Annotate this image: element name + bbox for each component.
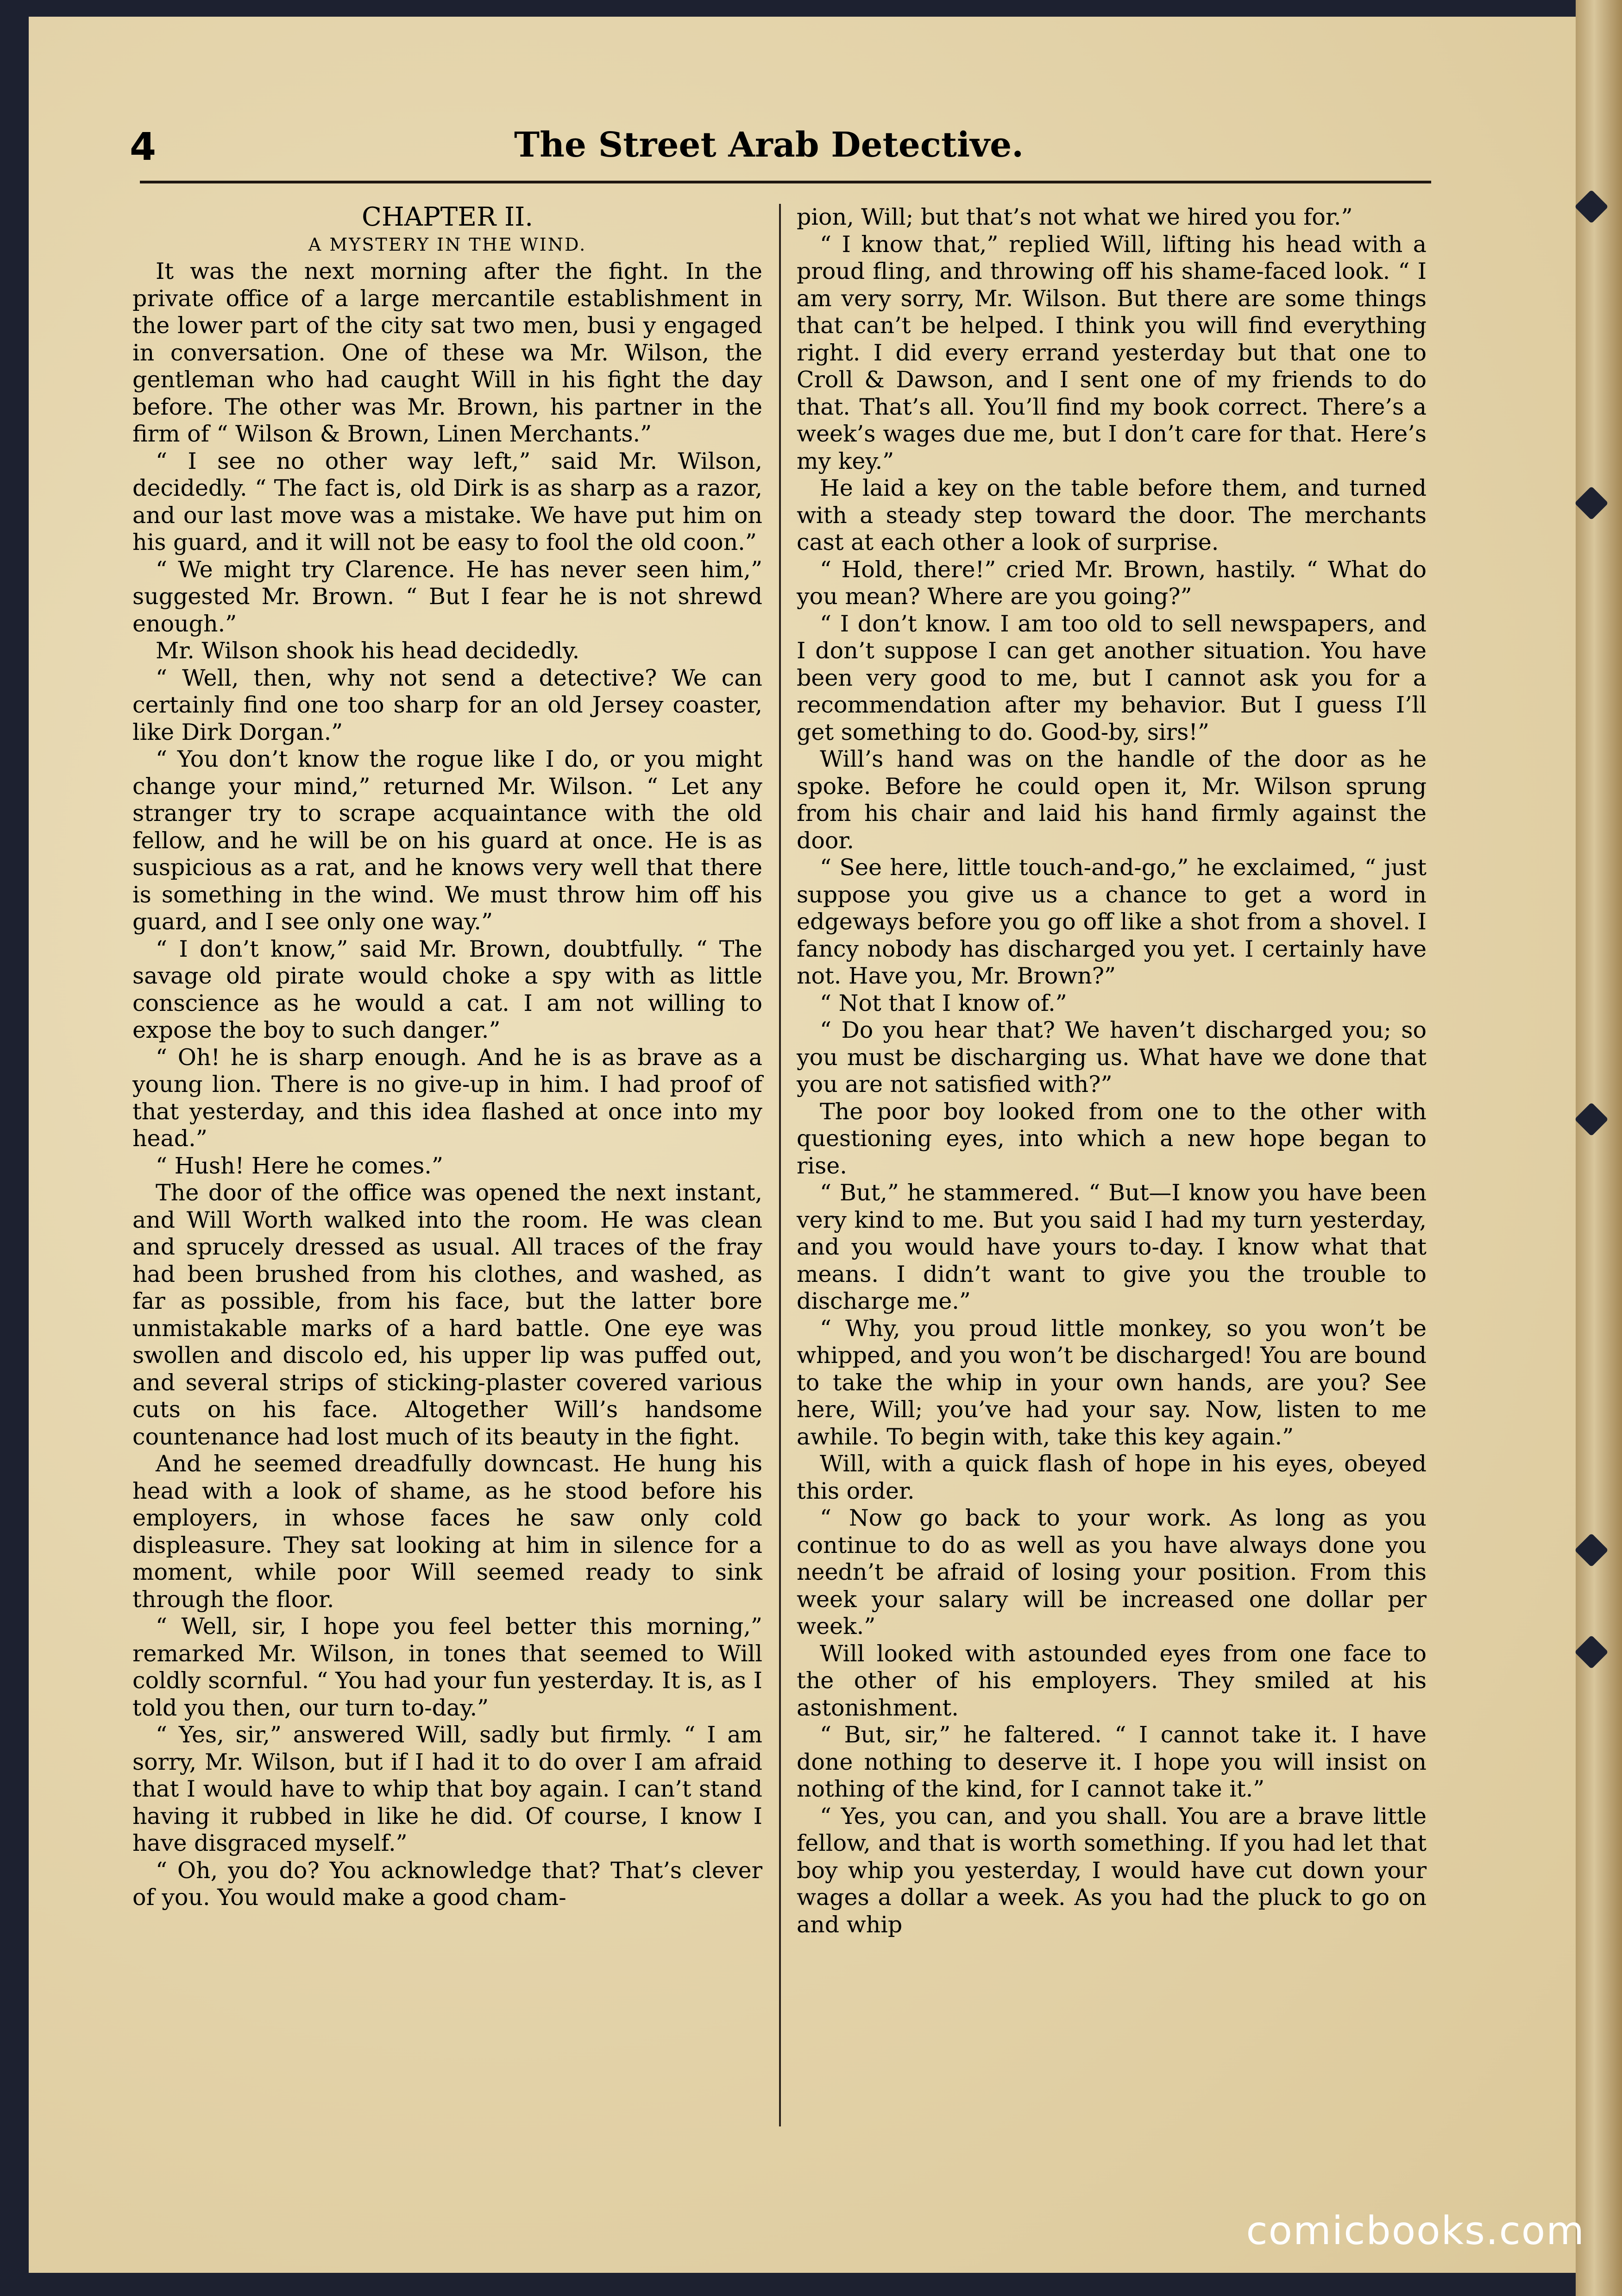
running-title: The Street Arab Detective. bbox=[514, 125, 1024, 165]
paragraph: And he seemed dreadfully downcast. He hung his head with a look of shame, as he stood before his employers, in whose faces he saw only cold displeasure. They sat looking at him in silence for a moment, while poor Will seemed ready to sink through the floor. bbox=[132, 1451, 762, 1613]
column-divider bbox=[779, 204, 781, 2126]
paragraph: “ Do you hear that? We haven’t discharged you; so you must be discharging us. What have we done that you are not satisfied with?” bbox=[797, 1017, 1427, 1098]
paragraph: “ You don’t know the rogue like I do, or you might change your mind,” returned Mr. Wilson. “ Let any stranger try to scrape acquaintance with the old fellow, and he will be on his guard at once. He is as suspicious as a rat, and he knows very well that there is something in the wind. We must throw him off his guard, and I see only one way.” bbox=[132, 746, 762, 935]
paragraph: Will looked with astounded eyes from one face to the other of his employers. They smiled at his astonishment. bbox=[797, 1640, 1427, 1721]
binding-hole bbox=[1574, 486, 1609, 520]
binding-hole bbox=[1574, 1533, 1609, 1567]
paragraph: Mr. Wilson shook his head decidedly. bbox=[156, 637, 580, 664]
paragraph: “ Well, sir, I hope you feel better this morning,” remarked Mr. Wilson, in tones that seemed to Will coldly scornful. “ You had your fun yesterday. It is, as I told you then, our turn to-day.” bbox=[132, 1613, 762, 1721]
header-rule bbox=[140, 181, 1431, 183]
paragraph: “ I see no other way left,” said Mr. Wilson, decidedly. “ The fact is, old Dirk is as sharp as a razor, and our last move was a mistake. We have put him on his guard, and it will not be easy to fool the old coon.” bbox=[132, 448, 762, 555]
paragraph: He laid a key on the table before them, and turned with a steady step toward the door. The merchants cast at each other a look of surprise. bbox=[797, 475, 1427, 555]
paragraph: “ Yes, sir,” answered Will, sadly but firmly. “ I am sorry, Mr. Wilson, but if I had it to do over I am afraid that I would have to whip that boy again. I can’t stand having it rubbed in like he did. Of course, I know I have disgraced myself.” bbox=[132, 1722, 762, 1856]
paragraph: “ But,” he stammered. “ But—I know you have been very kind to me. But you said I had my turn yesterday, and you would have yours to-day. I know what that means. I didn’t want to give you the trouble to discharge me.” bbox=[797, 1180, 1427, 1314]
paragraph: “ Hush! Here he comes.” bbox=[156, 1152, 443, 1179]
binding-hole bbox=[1574, 1635, 1609, 1669]
paragraph: “ See here, little touch-and-go,” he exclaimed, “ just suppose you give us a chance to get a word in edgeways before you go off like a shot from a shovel. I fancy nobody has discharged you yet. I certainly have not. Have you, Mr. Brown?” bbox=[797, 854, 1427, 989]
paragraph: “ We might try Clarence. He has never seen him,” suggested Mr. Brown. “ But I fear he is not shrewd enough.” bbox=[132, 556, 762, 637]
paragraph: “ Why, you proud little monkey, so you won’t be whipped, and you won’t be discharged! You are bound to take the whip in your own hands, are you? See here, Will; you’ve had your say. Now, listen to me awhile. To begin with, take this key again.” bbox=[797, 1315, 1427, 1450]
paragraph: Will, with a quick flash of hope in his eyes, obeyed this order. bbox=[797, 1451, 1427, 1504]
chapter-subtitle: A MYSTERY IN THE WIND. bbox=[308, 234, 587, 255]
binding-hole bbox=[1574, 189, 1609, 224]
paragraph: The poor boy looked from one to the other with questioning eyes, into which a new hope began to rise. bbox=[797, 1098, 1427, 1179]
paragraph: It was the next morning after the fight. In the private office of a large mercantile establishment in the lower part of the city sat two men, busi y engaged in conversation. One of these wa Mr. Wilson, the gentleman who had caught Will in his fight the day before. The other was Mr. Brown, his partner in the firm of “ Wilson & Brown, Linen Merchants.” bbox=[132, 258, 762, 447]
paragraph: “ But, sir,” he faltered. “ I cannot take it. I have done nothing to deserve it. I hope you will insist on nothing of the kind, for I cannot take it.” bbox=[797, 1722, 1427, 1802]
paragraph: “ I don’t know. I am too old to sell newspapers, and I don’t suppose I can get another situation. You have been very good to me, but I cannot ask you for a recommendation after my behavior. But I guess I’ll get something to do. Good-by, sirs!” bbox=[797, 610, 1427, 745]
paragraph: “ Well, then, why not send a detective? We can certainly find one too sharp for an old Jersey coaster, like Dirk Dorgan.” bbox=[132, 664, 762, 745]
paragraph: “ I know that,” replied Will, lifting his head with a proud fling, and throwing off his shame-faced look. “ I am very sorry, Mr. Wilson. But there are some things that can’t be helped. I think you will find everything right. I did every errand yesterday but that one to Croll & Dawson, and I sent one of my friends to do that. That’s all. You’ll find my book correct. There’s a week’s wages due me, but I don’t care for that. Here’s my key.” bbox=[797, 231, 1427, 474]
chapter-heading: CHAPTER II. bbox=[361, 202, 534, 232]
paragraph: The door of the office was opened the next instant, and Will Worth walked into the room. He was clean and sprucely dressed as usual. All traces of the fray had been brushed from his clothes, and washed, as far as possible, from his face, but the latter bore unmistakable marks of a hard battle. One eye was swollen and discolo ed, his upper lip was puffed out, and several strips of sticking-plaster covered various cuts on his face. Altogether Will’s handsome countenance had lost much of its beauty in the fight. bbox=[132, 1180, 762, 1450]
paragraph: “ I don’t know,” said Mr. Brown, doubtfully. “ The savage old pirate would choke a spy with as little conscience as he would a cat. I am not willing to expose the boy to such danger.” bbox=[132, 935, 762, 1043]
running-header bbox=[102, 116, 1436, 171]
paragraph: Will’s hand was on the handle of the door as he spoke. Before he could open it, Mr. Wilson sprung from his chair and laid his hand firmly against the door. bbox=[797, 746, 1427, 854]
paragraph: “ Oh, you do? You acknowledge that? That’s clever of you. You would make a good cham- bbox=[132, 1857, 762, 1911]
paragraph: pion, Will; but that’s not what we hired you for.” bbox=[797, 204, 1353, 230]
site-watermark: comicbooks.com bbox=[1246, 2208, 1585, 2253]
binding-edge bbox=[1576, 0, 1622, 2296]
paragraph: “ Hold, there!” cried Mr. Brown, hastily. “ What do you mean? Where are you going?” bbox=[797, 556, 1427, 610]
paragraph: “ Not that I know of.” bbox=[820, 990, 1067, 1016]
right-column bbox=[797, 204, 1427, 1938]
paragraph: “ Oh! he is sharp enough. And he is as brave as a young lion. There is no give-up in him. I had proof of that yesterday, and this idea flashed at once into my head.” bbox=[132, 1044, 762, 1152]
left-column bbox=[132, 204, 762, 1911]
page-number: 4 bbox=[130, 125, 157, 169]
paragraph: “ Now go back to your work. As long as you continue to do as well as you have always done you needn’t be afraid of losing your position. From this week your salary will be increased one dollar per week.” bbox=[797, 1505, 1427, 1640]
paragraph: “ Yes, you can, and you shall. You are a brave little fellow, and that is worth something. If you had let that boy whip you yesterday, I would have cut down your wages a dollar a week. As you had the pluck to go on and whip bbox=[797, 1803, 1427, 1938]
binding-hole bbox=[1574, 1102, 1609, 1136]
